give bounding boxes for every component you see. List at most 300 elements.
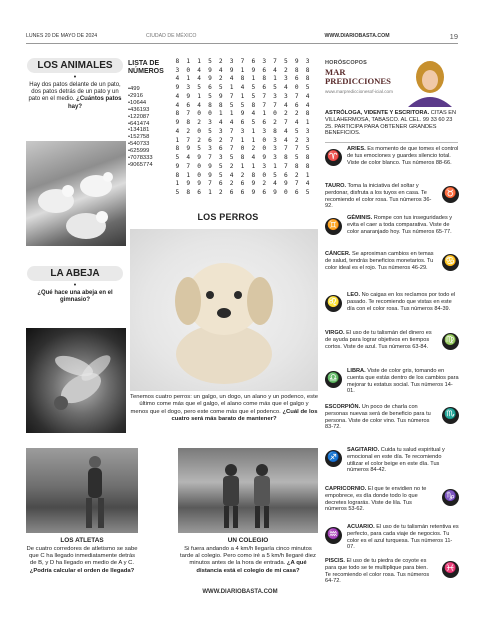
grid-cell[interactable]: 7 xyxy=(208,154,212,162)
athletes-photo xyxy=(26,448,138,533)
number-search-grid xyxy=(172,57,313,197)
grid-cell[interactable]: 7 xyxy=(262,92,267,100)
abeja-question: ¿Qué hace una abeja en el gimnasio? xyxy=(37,290,113,304)
grid-cell[interactable]: 4 xyxy=(305,180,310,188)
grid-cell[interactable]: 7 xyxy=(229,127,234,135)
grid-cell[interactable]: 6 xyxy=(240,119,245,127)
grid-cell[interactable]: 5 xyxy=(251,84,256,92)
grid-cell[interactable]: 9 xyxy=(262,154,267,162)
bullet-dot: • xyxy=(73,282,77,289)
grid-cell[interactable]: 1 xyxy=(186,75,191,83)
grid-cell[interactable]: 6 xyxy=(208,84,212,92)
zodiac-icon: ♏ xyxy=(442,407,459,424)
bee-photo xyxy=(26,328,126,433)
grid-cell[interactable]: 9 xyxy=(208,66,212,74)
grid-cell[interactable]: 2 xyxy=(251,145,256,153)
zodiac-name: CÁNCER. xyxy=(325,251,351,257)
zodiac-text xyxy=(347,447,459,474)
grid-cell[interactable]: 2 xyxy=(294,136,299,144)
number-list-item: •7078333 xyxy=(128,155,153,162)
grid-cell[interactable]: 6 xyxy=(294,189,299,197)
grid-cell[interactable]: 9 xyxy=(251,180,256,188)
grid-cell[interactable]: 8 xyxy=(294,66,299,74)
grid-cell[interactable]: 4 xyxy=(197,75,201,83)
grid-cell[interactable]: 5 xyxy=(294,154,299,162)
grid-cell[interactable]: 5 xyxy=(229,101,234,109)
grid-cell[interactable]: 5 xyxy=(305,84,310,92)
grid-cell[interactable]: 9 xyxy=(273,189,277,197)
zodiac-text xyxy=(347,215,459,235)
grid-cell[interactable]: 2 xyxy=(218,75,223,83)
grid-cell[interactable]: 8 xyxy=(218,101,223,109)
grid-cell[interactable]: 0 xyxy=(294,84,299,92)
grid-cell[interactable]: 4 xyxy=(273,66,277,74)
grid-cell[interactable]: 3 xyxy=(208,145,212,153)
grid-cell[interactable]: 2 xyxy=(229,180,234,188)
atletas-text: De cuatro corredores de atletismo se sabe que C ha llegado inmediatamente detrás de B, y D ha llegado en medio de A y C. ¿Podría calcular el orden de llegada? xyxy=(26,546,138,574)
horoscope-divider xyxy=(325,142,458,143)
grid-cell[interactable]: 1 xyxy=(240,136,245,144)
animales-question: ¿Cuántos patos hay? xyxy=(67,96,122,110)
grid-cell[interactable]: 1 xyxy=(197,92,201,100)
grid-cell[interactable]: 4 xyxy=(273,180,277,188)
zodiac-icon: ♊ xyxy=(325,218,342,235)
number-list-item: •540733 xyxy=(128,141,150,148)
grid-cell[interactable]: 4 xyxy=(175,92,180,100)
zodiac-text xyxy=(325,251,435,271)
horoscope-bio-bold: ASTRÓLOGA, VIDENTE Y ESCRITORA. xyxy=(325,110,430,116)
grid-cell[interactable]: 0 xyxy=(186,66,191,74)
grid-cell[interactable]: 8 xyxy=(186,119,191,127)
grid-cell[interactable]: 6 xyxy=(218,180,223,188)
grid-cell[interactable]: 5 xyxy=(218,162,223,170)
ducks-photo xyxy=(26,141,126,246)
grid-cell[interactable]: 3 xyxy=(284,75,288,83)
grid-cell[interactable]: 3 xyxy=(186,84,191,92)
grid-cell[interactable]: 9 xyxy=(186,92,191,100)
grid-cell[interactable]: 5 xyxy=(294,127,299,135)
grid-cell[interactable]: 0 xyxy=(284,189,288,197)
grid-cell[interactable]: 4 xyxy=(251,110,256,118)
zodiac-text xyxy=(325,183,435,210)
grid-cell[interactable]: 4 xyxy=(197,101,201,109)
grid-cell[interactable]: 4 xyxy=(175,75,180,83)
grid-cell[interactable]: 3 xyxy=(305,127,310,135)
zodiac-reading: El uso de tu talismán retentiva es perfecto, para cada viaje de negocios. Tu color es el azul turquesa. Tus números 11-07. xyxy=(347,524,459,551)
grid-cell[interactable]: 3 xyxy=(229,57,234,65)
grid-cell[interactable]: 8 xyxy=(175,171,180,179)
grid-cell[interactable]: 6 xyxy=(262,189,267,197)
grid-cell[interactable]: 4 xyxy=(305,92,310,100)
atletas-title: LOS ATLETAS xyxy=(60,537,104,544)
grid-cell[interactable]: 9 xyxy=(251,66,256,74)
zodiac-name: CAPRICORNIO. xyxy=(325,486,367,492)
zodiac-icon: ♐ xyxy=(325,450,342,467)
grid-cell[interactable]: 2 xyxy=(229,162,234,170)
issue-date: LUNES 20 DE MAYO DE 2024 xyxy=(26,33,98,39)
grid-cell[interactable]: 4 xyxy=(284,84,288,92)
number-list-item: •10644 xyxy=(128,99,147,106)
grid-cell[interactable]: 9 xyxy=(208,171,212,179)
number-list-item: •625999 xyxy=(128,148,150,155)
zodiac-text xyxy=(347,368,459,395)
zodiac-reading: Se aproximan cambios en temas de salud, tendrás beneficios monetarios. Tu color ideal es el rojo. Tus números 46-29. xyxy=(325,251,434,271)
grid-cell[interactable]: 9 xyxy=(208,75,212,83)
grid-cell[interactable]: 0 xyxy=(262,171,267,179)
number-list-items xyxy=(128,86,170,169)
grid-cell[interactable]: 5 xyxy=(251,92,256,100)
grid-cell[interactable]: 9 xyxy=(197,154,201,162)
header-divider xyxy=(26,43,458,44)
puppy-photo xyxy=(130,229,318,391)
grid-cell[interactable]: 2 xyxy=(218,57,223,65)
grid-cell[interactable]: 1 xyxy=(240,162,245,170)
zodiac-sign xyxy=(325,447,459,481)
zodiac-text xyxy=(347,524,459,551)
perros-title: LOS PERROS xyxy=(197,212,259,222)
grid-cell[interactable]: 8 xyxy=(251,171,256,179)
grid-cell[interactable]: 4 xyxy=(197,66,201,74)
number-list-item: •2916 xyxy=(128,92,143,99)
grid-cell[interactable]: 1 xyxy=(305,119,310,127)
number-list-title: LISTA DE NÚMEROS xyxy=(128,60,164,75)
grid-cell[interactable]: 1 xyxy=(305,171,310,179)
number-list-item: •122087 xyxy=(128,113,150,120)
grid-cell[interactable]: 9 xyxy=(186,180,191,188)
grid-cell[interactable]: 5 xyxy=(229,154,234,162)
zodiac-name: SAGITARIO. xyxy=(347,447,380,453)
grid-cell[interactable]: 5 xyxy=(251,119,256,127)
grid-cell[interactable]: 2 xyxy=(186,127,191,135)
zodiac-reading: El uso de tu piedra de coyote es para que todo se te multiplique para bien. Te recomiendo el color rosa. Tus números 64-72. xyxy=(325,558,430,585)
zodiac-sign xyxy=(325,404,459,438)
grid-cell[interactable]: 6 xyxy=(284,171,288,179)
grid-cell[interactable]: 5 xyxy=(284,57,288,65)
grid-cell[interactable]: 7 xyxy=(186,110,191,118)
grid-cell[interactable]: 7 xyxy=(294,145,299,153)
grid-cell[interactable]: 0 xyxy=(197,110,201,118)
grid-cell[interactable]: 7 xyxy=(273,57,277,65)
colegio-text: Si fuera andando a 4 km/h llegaría cinco minutos tarde al colegio. Pero como iré a 5 km/h llegaré diez minutos antes de la hora de entrada. ¿A qué distancia está el colegio de mi casa? xyxy=(180,546,316,574)
grid-cell[interactable]: 8 xyxy=(251,101,256,109)
zodiac-sign xyxy=(325,558,459,592)
grid-cell[interactable]: 4 xyxy=(229,119,234,127)
zodiac-icon: ♍ xyxy=(442,333,459,350)
grid-cell[interactable]: 0 xyxy=(197,171,201,179)
site-url[interactable]: WWW.DIARIOBASTA.COM xyxy=(324,33,390,39)
grid-cell[interactable]: 3 xyxy=(305,57,310,65)
zodiac-reading: No caigas en los reclamos por todo el pasado. Te recomiendo que vistas en este día con el color rosa. Tus números 84-39. xyxy=(347,292,456,312)
grid-cell[interactable]: 3 xyxy=(262,127,267,135)
grid-cell[interactable]: 1 xyxy=(273,162,277,170)
grid-cell[interactable]: 4 xyxy=(229,171,234,179)
grid-cell[interactable]: 5 xyxy=(305,189,310,197)
grid-cell[interactable]: 2 xyxy=(262,180,267,188)
grid-cell[interactable]: 7 xyxy=(284,145,288,153)
grid-cell[interactable]: 2 xyxy=(273,119,277,127)
grid-cell[interactable]: 6 xyxy=(229,189,234,197)
grid-cell[interactable]: 6 xyxy=(218,145,223,153)
grid-cell[interactable]: 9 xyxy=(197,180,201,188)
school-kids-photo xyxy=(178,448,318,533)
grid-cell[interactable]: 6 xyxy=(294,75,299,83)
animales-text: Hay dos patos delante de un pato, dos patos detrás de un pato y un pato en el medio. ¿Cuántos patos hay? xyxy=(28,82,122,110)
grid-cell[interactable]: 4 xyxy=(305,101,310,109)
grid-cell[interactable]: 5 xyxy=(208,127,212,135)
grid-cell[interactable]: 3 xyxy=(218,154,223,162)
grid-cell[interactable]: 7 xyxy=(229,136,234,144)
grid-cell[interactable]: 5 xyxy=(218,171,223,179)
grid-cell[interactable]: 1 xyxy=(229,84,234,92)
grid-cell[interactable]: 2 xyxy=(284,110,288,118)
grid-cell[interactable]: 7 xyxy=(294,92,299,100)
grid-cell[interactable]: 9 xyxy=(284,180,288,188)
grid-cell[interactable]: 8 xyxy=(305,162,310,170)
horoscope-bio: ASTRÓLOGA, VIDENTE Y ESCRITORA. CITAS EN VILLAHERMOSA, TABASCO. AL CEL. 99 33 60 23 25. PARTICIPA PARA OBTENER GRANDES BENEFICIOS. xyxy=(325,110,457,137)
grid-cell[interactable]: 1 xyxy=(251,127,256,135)
grid-cell[interactable]: 9 xyxy=(208,162,212,170)
zodiac-name: LEO. xyxy=(347,292,361,298)
grid-cell[interactable]: 5 xyxy=(305,145,310,153)
grid-cell[interactable]: 2 xyxy=(197,119,201,127)
grid-cell[interactable]: 1 xyxy=(229,110,234,118)
grid-cell[interactable]: 8 xyxy=(262,75,267,83)
abeja-riddle xyxy=(27,266,123,304)
grid-cell[interactable]: 9 xyxy=(294,57,299,65)
grid-cell[interactable]: 5 xyxy=(273,171,277,179)
grid-cell[interactable]: 7 xyxy=(186,162,191,170)
zodiac-text xyxy=(325,330,435,350)
zodiac-reading: Es momento de que tomes el control de tus emociones y guardes silencio total. Viste de color blanco. Tus números 88-66. xyxy=(347,146,459,166)
zodiac-name: ESCORPIÓN. xyxy=(325,404,361,410)
zodiac-icon: ♌ xyxy=(325,295,342,312)
perros-question: ¿Cuál de los cuatro será más barato de mantener? xyxy=(171,408,318,422)
grid-cell[interactable]: 6 xyxy=(251,57,256,65)
grid-cell[interactable]: 9 xyxy=(186,145,191,153)
grid-cell[interactable]: 1 xyxy=(197,57,201,65)
zodiac-name: PISCIS. xyxy=(325,558,345,564)
zodiac-reading: El uso de tu talismán del dinero es de ayuda para lograr objetivos en tiempos cortos. Viste de azul. Tus números 63-84. xyxy=(325,330,432,350)
zodiac-name: LIBRA. xyxy=(347,368,366,374)
grid-cell[interactable]: 4 xyxy=(284,136,288,144)
colegio-riddle xyxy=(178,537,318,575)
grid-cell[interactable]: 8 xyxy=(208,101,212,109)
grid-cell[interactable]: 6 xyxy=(186,101,191,109)
grid-cell[interactable]: 4 xyxy=(229,75,234,83)
grid-cell[interactable]: 7 xyxy=(229,145,234,153)
grid-cell[interactable]: 7 xyxy=(284,119,288,127)
grid-cell[interactable]: 0 xyxy=(262,136,267,144)
grid-cell[interactable]: 3 xyxy=(208,119,212,127)
grid-cell[interactable]: 6 xyxy=(262,66,267,74)
grid-cell[interactable]: 1 xyxy=(208,189,212,197)
zodiac-sign xyxy=(325,183,459,217)
grid-cell[interactable]: 5 xyxy=(208,92,212,100)
grid-cell[interactable]: 5 xyxy=(175,154,180,162)
grid-cell[interactable]: 7 xyxy=(186,136,191,144)
zodiac-icon: ♒ xyxy=(325,527,342,544)
grid-cell[interactable]: 7 xyxy=(240,57,245,65)
grid-cell[interactable]: 5 xyxy=(197,84,201,92)
zodiac-sign xyxy=(325,486,459,520)
zodiac-sign xyxy=(325,368,459,402)
grid-cell[interactable]: 3 xyxy=(273,145,277,153)
grid-cell[interactable]: 1 xyxy=(273,75,277,83)
grid-cell[interactable]: 8 xyxy=(175,110,180,118)
grid-cell[interactable]: 5 xyxy=(218,84,223,92)
zodiac-icon: ♋ xyxy=(442,254,459,271)
grid-cell[interactable]: 7 xyxy=(208,180,212,188)
grid-cell[interactable]: 1 xyxy=(262,110,267,118)
grid-cell[interactable]: 0 xyxy=(240,145,245,153)
grid-cell[interactable]: 1 xyxy=(218,110,223,118)
grid-cell[interactable]: 0 xyxy=(262,145,267,153)
grid-cell[interactable]: 1 xyxy=(251,136,256,144)
abeja-title: LA ABEJA xyxy=(27,266,123,281)
grid-cell[interactable]: 8 xyxy=(305,66,310,74)
grid-cell[interactable]: 4 xyxy=(218,66,223,74)
atletas-question: ¿Podría calcular el orden de llegada? xyxy=(29,567,135,574)
grid-cell[interactable]: 3 xyxy=(273,154,277,162)
page-number: 19 xyxy=(449,31,458,41)
grid-cell[interactable]: 4 xyxy=(294,119,299,127)
grid-cell[interactable]: 4 xyxy=(251,154,256,162)
grid-cell[interactable]: 9 xyxy=(251,189,256,197)
zodiac-icon: ♓ xyxy=(442,561,459,578)
grid-cell[interactable]: 2 xyxy=(284,66,288,74)
zodiac-text xyxy=(347,146,459,166)
atletas-riddle xyxy=(26,537,138,575)
grid-cell[interactable]: 9 xyxy=(218,92,223,100)
grid-cell[interactable]: 0 xyxy=(208,110,212,118)
grid-cell[interactable]: 8 xyxy=(186,189,191,197)
grid-cell[interactable]: 6 xyxy=(240,189,245,197)
grid-cell[interactable]: 4 xyxy=(175,127,180,135)
grid-cell[interactable]: 1 xyxy=(251,162,256,170)
grid-cell[interactable]: 7 xyxy=(273,101,277,109)
grid-cell[interactable]: 3 xyxy=(262,162,267,170)
grid-cell[interactable]: 7 xyxy=(262,101,267,109)
grid-cell[interactable]: 8 xyxy=(305,75,310,83)
horoscope-header xyxy=(325,60,405,94)
zodiac-name: VIRGO. xyxy=(325,330,345,336)
grid-cell[interactable]: 4 xyxy=(284,101,288,109)
grid-cell[interactable]: 9 xyxy=(175,162,180,170)
zodiac-reading: Rompe con tus inseguridades y evita el caer a toda comparativa. Viste de color anaranjado hoy. Tus números 65-77. xyxy=(347,215,453,235)
grid-cell[interactable]: 3 xyxy=(218,127,223,135)
grid-cell[interactable]: 0 xyxy=(197,127,201,135)
grid-cell[interactable]: 0 xyxy=(273,110,277,118)
grid-cell[interactable]: 1 xyxy=(251,75,256,83)
grid-cell[interactable]: 1 xyxy=(240,66,245,74)
grid-cell[interactable]: 5 xyxy=(175,189,180,197)
grid-cell[interactable]: 4 xyxy=(175,101,180,109)
grid-cell[interactable]: 5 xyxy=(197,145,201,153)
grid-cell[interactable]: 3 xyxy=(240,127,245,135)
grid-cell[interactable]: 8 xyxy=(175,145,180,153)
grid-cell[interactable]: 6 xyxy=(262,119,267,127)
grid-cell[interactable]: 6 xyxy=(262,84,267,92)
footer-site-url[interactable]: WWW.DIARIOBASTA.COM xyxy=(202,589,278,595)
grid-cell[interactable]: 8 xyxy=(175,57,180,65)
grid-cell[interactable]: 8 xyxy=(240,75,245,83)
zodiac-name: ARIES. xyxy=(347,146,366,152)
grid-cell[interactable]: 5 xyxy=(240,101,245,109)
grid-cell[interactable]: 8 xyxy=(294,162,299,170)
section-name: CIUDAD DE MÉXICO xyxy=(146,33,197,39)
zodiac-reading: Cuida tu salud espiritual y emocional en este día. Te recomiendo utilizar el color beige en este día. Tus números 84-42. xyxy=(347,447,445,474)
grid-cell[interactable]: 4 xyxy=(218,119,223,127)
grid-cell[interactable]: 6 xyxy=(294,101,299,109)
grid-cell[interactable]: 1 xyxy=(175,136,180,144)
zodiac-name: TAURO. xyxy=(325,183,347,189)
grid-cell[interactable]: 3 xyxy=(305,136,310,144)
grid-cell[interactable]: 2 xyxy=(294,110,299,118)
grid-cell[interactable]: 5 xyxy=(208,57,212,65)
zodiac-reading: Toma la iniciativa del soltar y perdonar, disfruta a los tuyos en casa. Te recomiendo el color rosa. Tus números 36-92. xyxy=(325,183,432,210)
grid-cell[interactable]: 3 xyxy=(262,57,267,65)
grid-cell[interactable]: 1 xyxy=(186,57,191,65)
grid-cell[interactable]: 1 xyxy=(240,92,245,100)
grid-cell[interactable]: 2 xyxy=(218,189,223,197)
grid-cell[interactable]: 4 xyxy=(186,154,191,162)
grid-cell[interactable]: 9 xyxy=(229,66,234,74)
grid-cell[interactable]: 3 xyxy=(175,66,180,74)
horoscope-kicker: HORÓSCOPOS xyxy=(325,60,368,66)
grid-cell[interactable]: 9 xyxy=(175,119,180,127)
zodiac-reading: Un poco de charla con personas nuevas será de beneficio para tu persona. Viste de color vino. Tus números 83-72. xyxy=(325,404,431,431)
zodiac-reading: El que te envidien no te empobrece, es día donde todo lo que decretes lograrás. Viste de lila. Tus números 53-62. xyxy=(325,486,427,513)
zodiac-sign xyxy=(325,524,459,558)
grid-cell[interactable]: 8 xyxy=(305,154,310,162)
colegio-question: ¿A qué distancia está el colegio de mi casa? xyxy=(196,560,307,574)
grid-cell[interactable]: 9 xyxy=(240,110,245,118)
grid-cell[interactable]: 9 xyxy=(175,84,180,92)
grid-cell[interactable]: 7 xyxy=(284,162,288,170)
grid-cell[interactable]: 4 xyxy=(240,84,245,92)
zodiac-sign xyxy=(325,215,459,249)
number-list-item: •436193 xyxy=(128,106,150,113)
grid-cell[interactable]: 6 xyxy=(197,189,201,197)
grid-cell[interactable]: 7 xyxy=(294,180,299,188)
grid-cell[interactable]: 4 xyxy=(284,127,288,135)
zodiac-sign xyxy=(325,330,459,364)
horoscope-web[interactable]: www.marprediccionesof-icial.com xyxy=(325,89,393,94)
grid-cell[interactable]: 3 xyxy=(273,136,277,144)
grid-cell[interactable]: 5 xyxy=(273,84,277,92)
grid-cell[interactable]: 6 xyxy=(240,180,245,188)
grid-cell[interactable]: 6 xyxy=(208,136,212,144)
zodiac-text xyxy=(347,292,459,312)
grid-cell[interactable]: 1 xyxy=(186,171,191,179)
animales-riddle xyxy=(27,58,123,138)
grid-cell[interactable]: 8 xyxy=(240,154,245,162)
grid-cell[interactable]: 3 xyxy=(284,92,288,100)
grid-cell[interactable]: 2 xyxy=(240,171,245,179)
grid-cell[interactable]: 8 xyxy=(273,127,277,135)
grid-cell[interactable]: 2 xyxy=(197,136,201,144)
grid-cell[interactable]: 1 xyxy=(175,180,180,188)
grid-cell[interactable]: 8 xyxy=(305,110,310,118)
grid-cell[interactable]: 2 xyxy=(294,171,299,179)
grid-cell[interactable]: 8 xyxy=(284,154,288,162)
grid-cell[interactable]: 3 xyxy=(273,92,277,100)
grid-cell[interactable]: 7 xyxy=(229,92,234,100)
page-header xyxy=(26,30,458,42)
grid-cell[interactable]: 0 xyxy=(197,162,201,170)
zodiac-text xyxy=(325,558,435,585)
grid-cell[interactable]: 2 xyxy=(218,136,223,144)
